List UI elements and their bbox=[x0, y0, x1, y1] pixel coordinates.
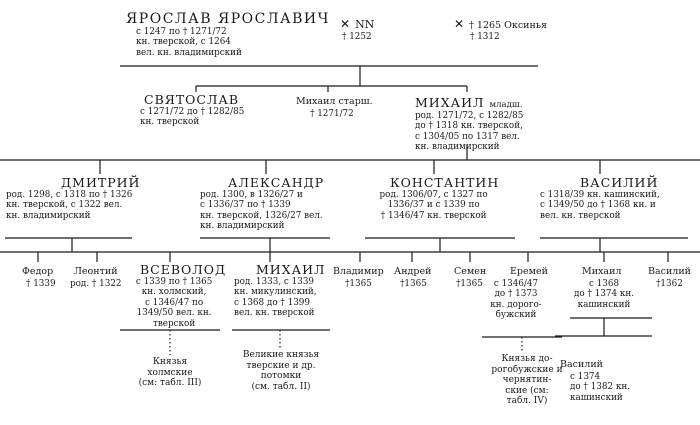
semen-name: Семен bbox=[454, 266, 487, 277]
mikhail-junior-info: род. 1271/72, с 1282/85 до † 1318 кн. тверской, с 1304/05 по 1317 вел. кн. владимирский bbox=[415, 111, 524, 153]
vasily-jr-info: †1362 bbox=[656, 279, 683, 289]
gen4-vsevolod bbox=[122, 262, 226, 329]
gen4-vasily bbox=[648, 264, 691, 289]
ref-table-4 bbox=[482, 354, 572, 407]
wife-2-info: † 1312 bbox=[470, 32, 500, 42]
ref-table-2-text: Великие князья тверские и др. потомки (см. табл. II) bbox=[242, 350, 320, 392]
vsevolod-name: ВСЕВОЛОД bbox=[140, 262, 227, 277]
konstantin-name: КОНСТАНТИН bbox=[390, 175, 500, 190]
vasily-jr-name: Василий bbox=[648, 266, 691, 277]
vladimir-info: †1365 bbox=[345, 279, 372, 289]
mikhail-kashin-info: с 1368 до † 1374 кн. кашинский bbox=[574, 279, 635, 310]
gen4-eremey bbox=[484, 264, 548, 321]
gen5-vasily-info: с 1374 до † 1382 кн. кашинский bbox=[570, 372, 631, 403]
wife-1-info: † 1252 bbox=[342, 32, 372, 42]
vsevolod-info: с 1339 по † 1365 кн. холмский, с 1346/47 по 1349/50 вел. кн. тверской bbox=[135, 277, 213, 329]
fedor-info: † 1339 bbox=[26, 279, 56, 289]
mikhail-jr-info: род. 1333, с 1339 кн. микулинский, с 1368 до † 1399 вел. кн. тверской bbox=[234, 277, 317, 319]
alexandr-info: род. 1300, в 1326/27 и с 1336/37 по † 1339 кн. тверской, 1326/27 вел. кн. владимирский bbox=[200, 190, 323, 232]
gen3-alexandr bbox=[200, 175, 324, 232]
andrey-info: †1365 bbox=[400, 279, 427, 289]
ref-table-3-text: Князья холмские (см: табл. III) bbox=[138, 357, 202, 389]
svyatoslav-info: с 1271/72 до † 1282/85 кн. тверской bbox=[140, 107, 245, 128]
mikhail-junior-name: МИХАИЛ bbox=[415, 95, 485, 110]
root-info: с 1247 по † 1271/72 кн. тверской, с 1264 вел. кн. владимирский bbox=[136, 27, 242, 58]
svyatoslav-name: СВЯТОСЛАВ bbox=[144, 92, 240, 107]
vladimir-name: Владимир bbox=[333, 266, 384, 277]
eremey-info: с 1346/47 до † 1373 кн. дорого- бужский bbox=[490, 279, 542, 321]
gen4-leonty bbox=[70, 264, 122, 289]
alexandr-name: АЛЕКСАНДР bbox=[228, 175, 325, 190]
gen2-mikhail-junior bbox=[415, 92, 523, 153]
semen-info: †1365 bbox=[456, 279, 483, 289]
dmitry-info: род. 1298, с 1318 по † 1326 кн. тверской, с 1322 вел. кн. владимирский bbox=[6, 190, 133, 221]
root-name: ЯРОСЛАВ ЯРОСЛАВИЧ bbox=[126, 11, 330, 27]
root-person bbox=[126, 12, 330, 58]
wife-2-name: † 1265 Оксинья bbox=[469, 20, 547, 31]
vasily-name: ВАСИЛИЙ bbox=[580, 175, 659, 190]
gen2-svyatoslav bbox=[140, 92, 244, 128]
eremey-name: Еремей bbox=[510, 266, 548, 277]
mikhail-junior-suffix: младш. bbox=[489, 100, 523, 110]
ref-table-3 bbox=[120, 357, 220, 389]
leonty-name: Леонтий bbox=[74, 266, 118, 277]
andrey-name: Андрей bbox=[394, 266, 432, 277]
gen3-vasily bbox=[540, 175, 660, 221]
wife-1 bbox=[340, 13, 374, 42]
gen2-mikhail-senior bbox=[296, 94, 373, 119]
konstantin-info: род. 1306/07, с 1327 по 1336/37 и с 1339 по † 1346/47 кн. тверской bbox=[379, 190, 488, 221]
gen3-dmitry bbox=[6, 175, 140, 221]
mikhail-senior-name: Михаил старш. bbox=[296, 96, 373, 107]
vasily-info: с 1318/39 кн. кашинский, с 1349/50 до † 1368 кн. и вел. кн. тверской bbox=[540, 190, 660, 221]
wife-2 bbox=[454, 13, 547, 42]
marriage-mark-icon: ✕ bbox=[340, 17, 351, 31]
marriage-mark-icon: ✕ bbox=[454, 17, 465, 31]
gen4-mikhail-kashin bbox=[574, 264, 634, 310]
leonty-info: род. † 1322 bbox=[70, 279, 122, 289]
mikhail-jr-name: МИХАИЛ bbox=[256, 262, 326, 277]
gen4-mikhail bbox=[234, 262, 325, 319]
fedor-name: Федор bbox=[22, 266, 54, 277]
ref-table-4-text: Князья до- рогобужские и чернятин- ские (см: табл. IV) bbox=[491, 354, 563, 407]
mikhail-kashin-name: Михаил bbox=[582, 266, 622, 277]
ref-table-2 bbox=[226, 350, 336, 392]
dmitry-name: ДМИТРИЙ bbox=[61, 175, 141, 190]
gen4-fedor bbox=[22, 264, 56, 289]
gen4-semen bbox=[454, 264, 486, 289]
gen5-vasily-name: Василий bbox=[560, 359, 603, 370]
gen4-andrey bbox=[394, 264, 431, 289]
gen4-vladimir bbox=[333, 264, 384, 289]
wife-1-name: NN bbox=[355, 18, 375, 31]
gen3-konstantin bbox=[368, 175, 499, 221]
mikhail-senior-info: † 1271/72 bbox=[310, 109, 354, 119]
